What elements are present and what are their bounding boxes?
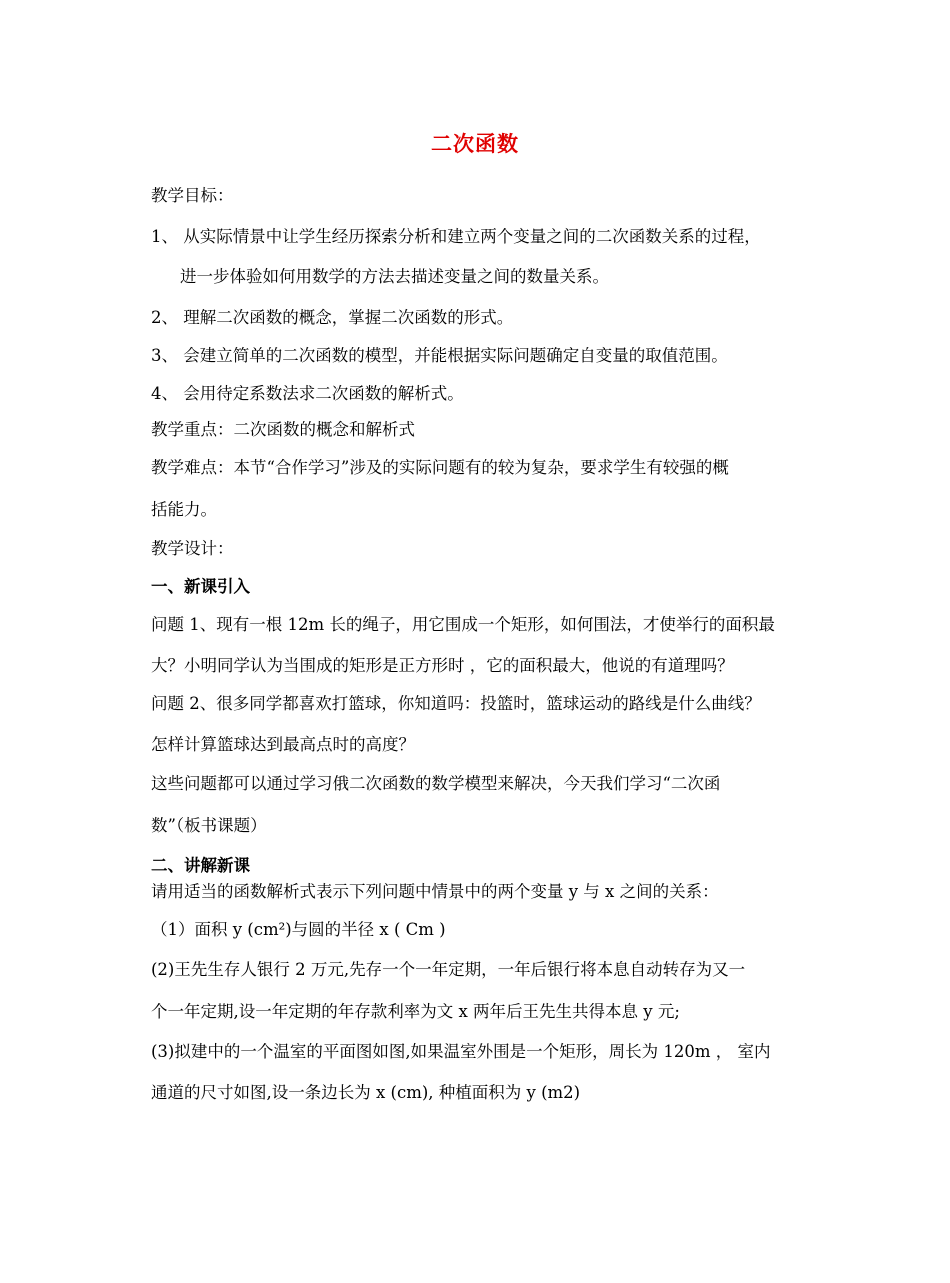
task-2-line-2: 个一年定期,设一年定期的年存款利率为文 x 两年后王先生共得本息 y 元; <box>151 1002 680 1021</box>
question-1-line-2: 大？小明同学认为当围成的矩形是正方形时 ，它的面积最大，他说的有道理吗？ <box>151 656 734 675</box>
difficulty-line-2: 括能力。 <box>151 500 217 519</box>
task-2-line-1: (2)王先生存人银行 2 万元,先存一个一年定期，一年后银行将本息自动转存为又一 <box>151 960 746 979</box>
task-3-line-2: 通道的尺寸如图,设一条边长为 x (cm), 种植面积为 y (m2) <box>151 1083 581 1102</box>
task-intro: 请用适当的函数解析式表示下列问题中情景中的两个变量 y 与 x 之间的关系： <box>151 882 719 901</box>
goal-2: 2、 理解二次函数的概念，掌握二次函数的形式。 <box>151 308 514 327</box>
goal-1-line-1: 1、 从实际情景中让学生经历探索分析和建立两个变量之间的二次函数关系的过程， <box>151 227 761 246</box>
goal-1-line-2: 进一步体验如何用数学的方法去描述变量之间的数量关系。 <box>180 267 609 286</box>
task-1: （1）面积 y (cm²)与圆的半径 x ( Cm ) <box>151 920 446 939</box>
section-1-heading: 一、新课引入 <box>151 577 250 596</box>
intro-line-1: 这些问题都可以通过学习俄二次函数的数学模型来解决，今天我们学习“二次函 <box>151 774 721 793</box>
task-3-line-1: (3)拟建中的一个温室的平面图如图,如果温室外围是一个矩形，周长为 120m ， 室内 <box>151 1042 771 1061</box>
intro-line-2: 数”（板书课题） <box>151 816 267 835</box>
difficulty-line-1: 教学难点：本节“合作学习”涉及的实际问题有的较为复杂，要求学生有较强的概 <box>151 458 729 477</box>
document-title: 二次函数 <box>431 131 519 156</box>
design-heading: 教学设计： <box>151 539 234 558</box>
goals-heading: 教学目标： <box>151 186 234 205</box>
goal-4: 4、 会用待定系数法求二次函数的解析式。 <box>151 384 464 403</box>
section-2-heading: 二、讲解新课 <box>151 856 250 875</box>
key-point: 教学重点：二次函数的概念和解析式 <box>151 420 415 439</box>
question-2-line-1: 问题 2、很多同学都喜欢打篮球，你知道吗：投篮时，篮球运动的路线是什么曲线？ <box>151 694 761 713</box>
goal-3: 3、 会建立简单的二次函数的模型，并能根据实际问题确定自变量的取值范围。 <box>151 346 728 365</box>
question-1-line-1: 问题 1、现有一根 12m 长的绳子，用它围成一个矩形，如何围法，才使举行的面积最 <box>151 615 775 634</box>
question-2-line-2: 怎样计算篮球达到最高点时的高度？ <box>151 735 415 754</box>
